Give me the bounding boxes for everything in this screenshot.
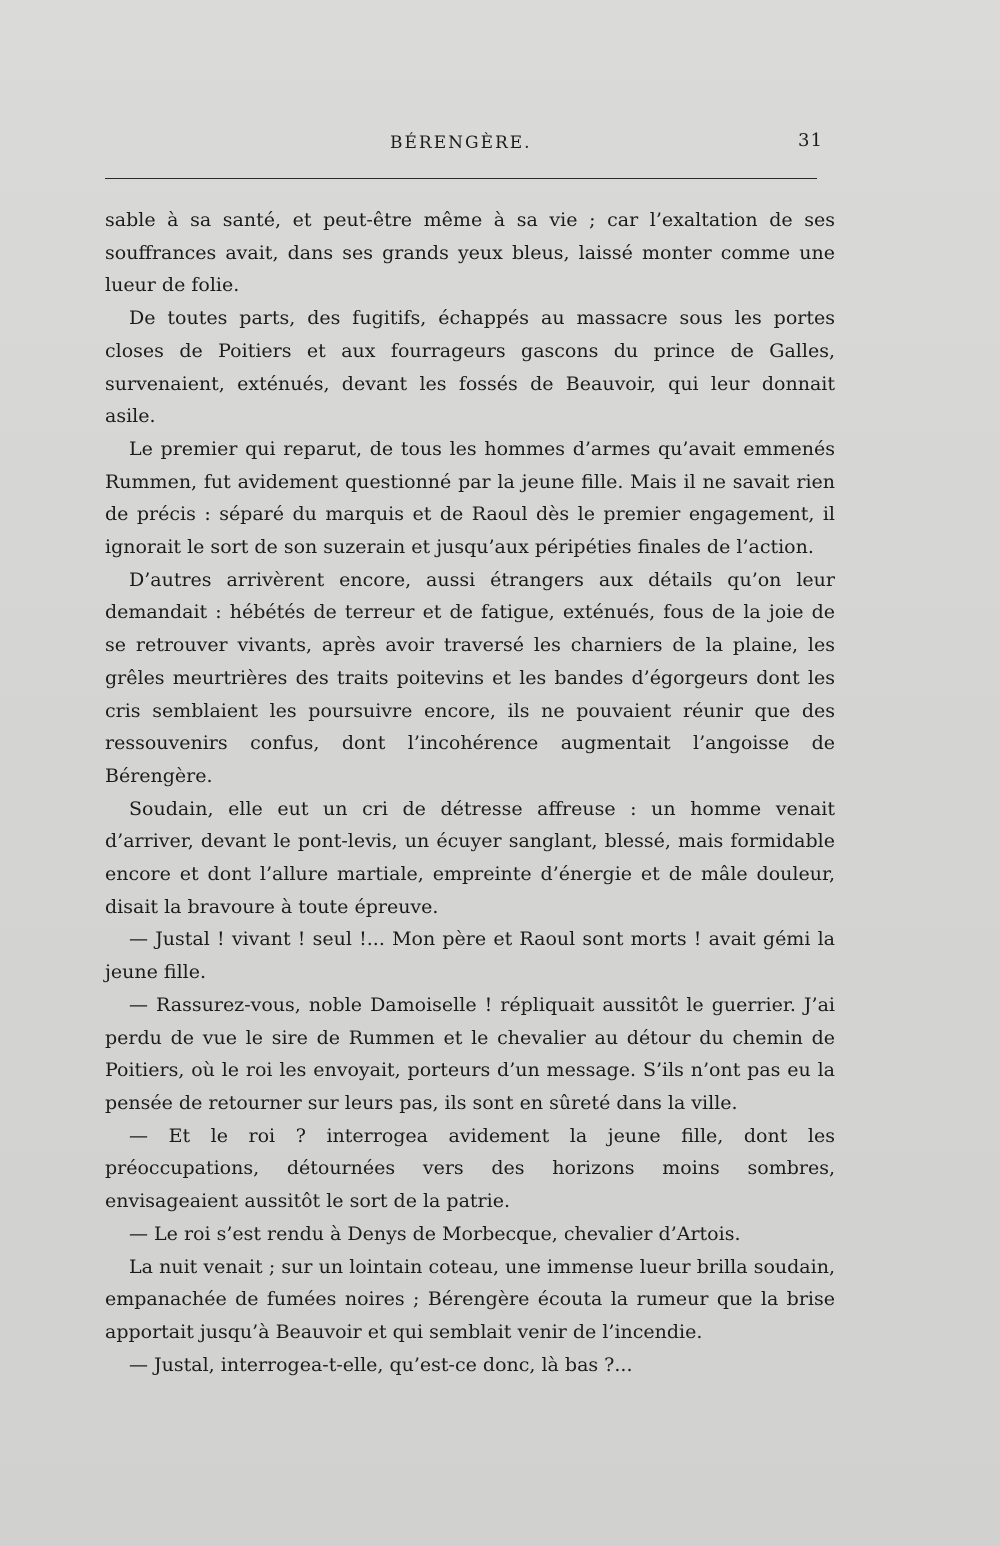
dialogue-paragraph: — Justal ! vivant ! seul !... Mon père et Raoul sont morts ! avait gémi la jeune fille. (105, 928, 835, 984)
dialogue-paragraph: — Justal, interrogea-t-elle, qu’est-ce donc, là bas ?... (129, 1353, 633, 1376)
paragraph: Le premier qui reparut, de tous les hommes d’armes qu’avait emmenés Rummen, fut avidement questionné par la jeune fille. Mais il ne savait rien de précis : séparé du marquis et de Raoul dès le premier engagement, il ignorait le sort de son suzerain et jusqu’aux péripéties finales de l’action. (105, 437, 835, 559)
page-number: 31 (798, 130, 823, 151)
body-text (105, 204, 835, 1381)
paragraph: La nuit venait ; sur un lointain coteau, une immense lueur brilla soudain, empanachée de fumées noires ; Bérengère écouta la rumeur que la brise apportait jusqu’à Beauvoir et qui semblait venir de l’incendie. (105, 1255, 835, 1343)
dialogue-paragraph: — Rassurez-vous, noble Damoiselle ! répliquait aussitôt le guerrier. J’ai perdu de vue le sire de Rummen et le chevalier au détour du chemin de Poitiers, où le roi les envoyait, porteurs d’un message. S’ils n’ont pas eu la pensée de retourner sur leurs pas, ils sont en sûreté dans la ville. (105, 993, 835, 1114)
dialogue-paragraph: — Et le roi ? interrogea avidement la jeune fille, dont les préoccupations, détournées vers des horizons moins sombres, envisageaient aussitôt le sort de la patrie. (105, 1124, 835, 1213)
paragraph: Soudain, elle eut un cri de détresse affreuse : un homme venait d’arriver, devant le pont-levis, un écuyer sanglant, blessé, mais formidable encore et dont l’allure martiale, empreinte d’énergie et de mâle douleur, disait la bravoure à toute épreuve. (105, 797, 835, 918)
paragraph: De toutes parts, des fugitifs, échappés au massacre sous les portes closes de Poitiers et aux fourrageurs gascons du prince de Galles, survenaient, exténués, devant les fossés de Beauvoir, qui leur donnait asile. (105, 307, 835, 428)
dialogue-paragraph: — Le roi s’est rendu à Denys de Morbecque, chevalier d’Artois. (129, 1222, 741, 1245)
running-head-title: BÉRENGÈRE. (390, 133, 532, 153)
paragraph-continuation: sable à sa santé, et peut-être même à sa vie ; car l’exaltation de ses souffrances avait, dans ses grands yeux bleus, laissé monter comme une lueur de folie. (105, 209, 835, 297)
paragraph: D’autres arrivèrent encore, aussi étrangers aux détails qu’on leur demandait : hébétés de terreur et de fatigue, exténués, fous de la joie de se retrouver vivants, après avoir traversé les charniers de la plaine, les grêles meurtrières des traits poitevins et les bandes d’égorgeurs dont les cris semblaient les poursuivre encore, ils ne pouvaient réunir que des ressouvenirs confus, dont l’incohérence augmentait l’angoisse de Bérengère. (105, 568, 835, 787)
header-rule (105, 178, 817, 179)
